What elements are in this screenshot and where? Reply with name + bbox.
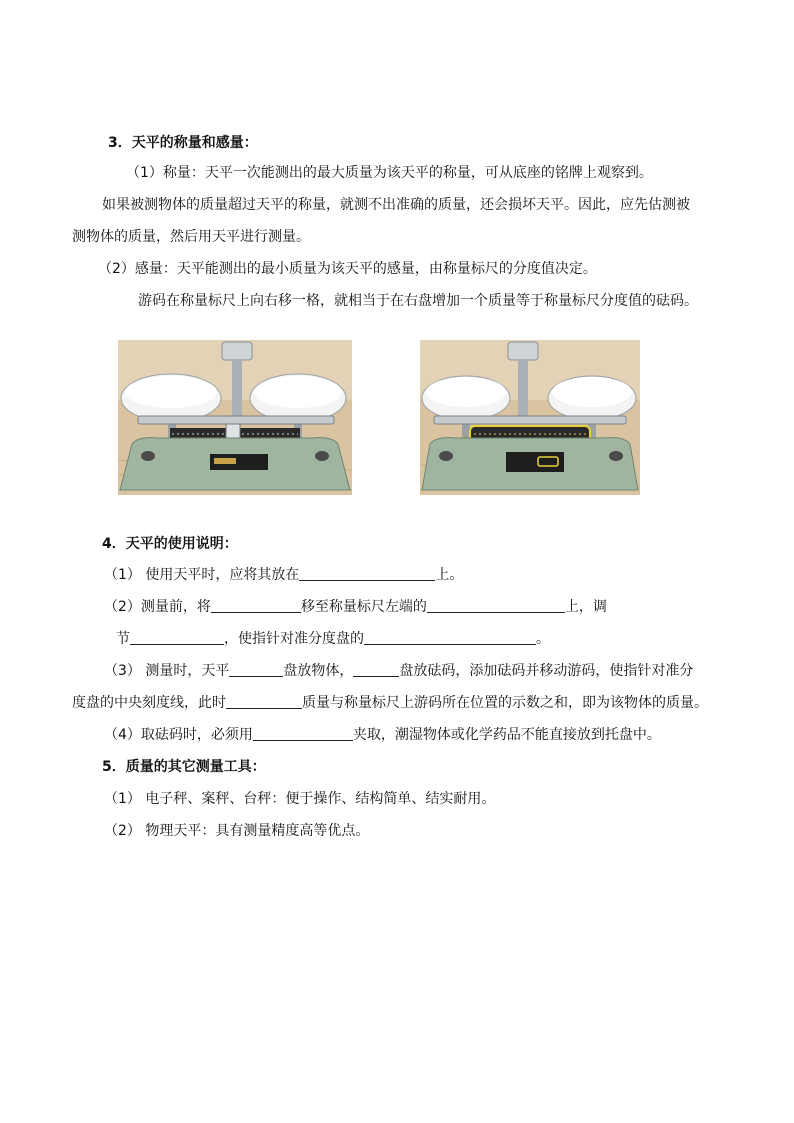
balance-photo-left <box>118 340 352 495</box>
question-2 <box>104 598 607 616</box>
question-1-prefix: （1） 使用天平时，应将其放在 <box>104 567 300 583</box>
question-3 <box>104 662 693 680</box>
question-4-suffix: 夹取，潮湿物体或化学药品不能直接放到托盘中。 <box>352 727 661 743</box>
question-3-middle2: 盘放砝码，添加砝码并移动游码，使指针对准分 <box>399 663 694 679</box>
section3-para1-line1: 如果被测物体的质量超过天平的称量，就测不出准确的质量，还会损坏天平。因此，应先估测被 <box>102 197 690 213</box>
question-1-suffix: 上。 <box>435 567 464 583</box>
blank-3a[interactable] <box>229 662 283 677</box>
question-3-prefix: （3） 测量时，天平 <box>104 663 230 679</box>
question-2b-prefix: 节 <box>116 631 130 647</box>
question-3b-prefix: 度盘的中央刻度线，此时 <box>72 695 226 711</box>
question-3-middle1: 盘放物体， <box>283 663 354 679</box>
question-3b-suffix: 质量与称量标尺上游码所在位置的示数之和，即为该物体的质量。 <box>302 695 708 711</box>
blank-3b[interactable] <box>353 662 399 677</box>
question-2-prefix: （2）测量前，将 <box>104 599 211 615</box>
question-2-middle: 移至称量标尺左端的 <box>300 599 427 615</box>
question-2b-middle: ，使指针对准分度盘的 <box>224 631 364 647</box>
blank-1[interactable] <box>299 566 435 581</box>
section3-para1-line2: 测物体的质量，然后用天平进行测量。 <box>72 229 310 245</box>
section5-heading: 5．质量的其它测量工具： <box>102 759 266 775</box>
section5-item1: （1） 电子秤、案秤、台秤：便于操作、结构简单、结实耐用。 <box>104 791 496 807</box>
balance-photo-right <box>420 340 640 495</box>
section4-heading: 4．天平的使用说明： <box>102 536 238 552</box>
section3-heading: 3．天平的称量和感量： <box>108 135 258 151</box>
blank-2c[interactable] <box>130 630 224 645</box>
section3-para2: 游码在称量标尺上向右移一格，就相当于在右盘增加一个质量等于称量标尺分度值的砝码。 <box>138 293 698 309</box>
section3-item2: （2）感量：天平能测出的最小质量为该天平的感量，由称量标尺的分度值决定。 <box>98 261 597 277</box>
blank-4[interactable] <box>253 726 353 741</box>
question-2-continued <box>116 630 550 648</box>
question-2b-suffix: 。 <box>536 631 550 647</box>
blank-2b[interactable] <box>427 598 565 613</box>
section3-item1: （1）称量：天平一次能测出的最大质量为该天平的称量，可从底座的铭牌上观察到。 <box>126 165 653 181</box>
question-2-suffix: 上，调 <box>564 599 607 615</box>
blank-2d[interactable] <box>364 630 536 645</box>
blank-3c[interactable] <box>226 694 302 709</box>
blank-2a[interactable] <box>211 598 301 613</box>
question-4-prefix: （4）取砝码时，必须用 <box>104 727 253 743</box>
question-3-continued <box>72 694 708 712</box>
question-4 <box>104 726 661 744</box>
question-1 <box>104 566 463 584</box>
section5-item2: （2） 物理天平：具有测量精度高等优点。 <box>104 823 370 839</box>
